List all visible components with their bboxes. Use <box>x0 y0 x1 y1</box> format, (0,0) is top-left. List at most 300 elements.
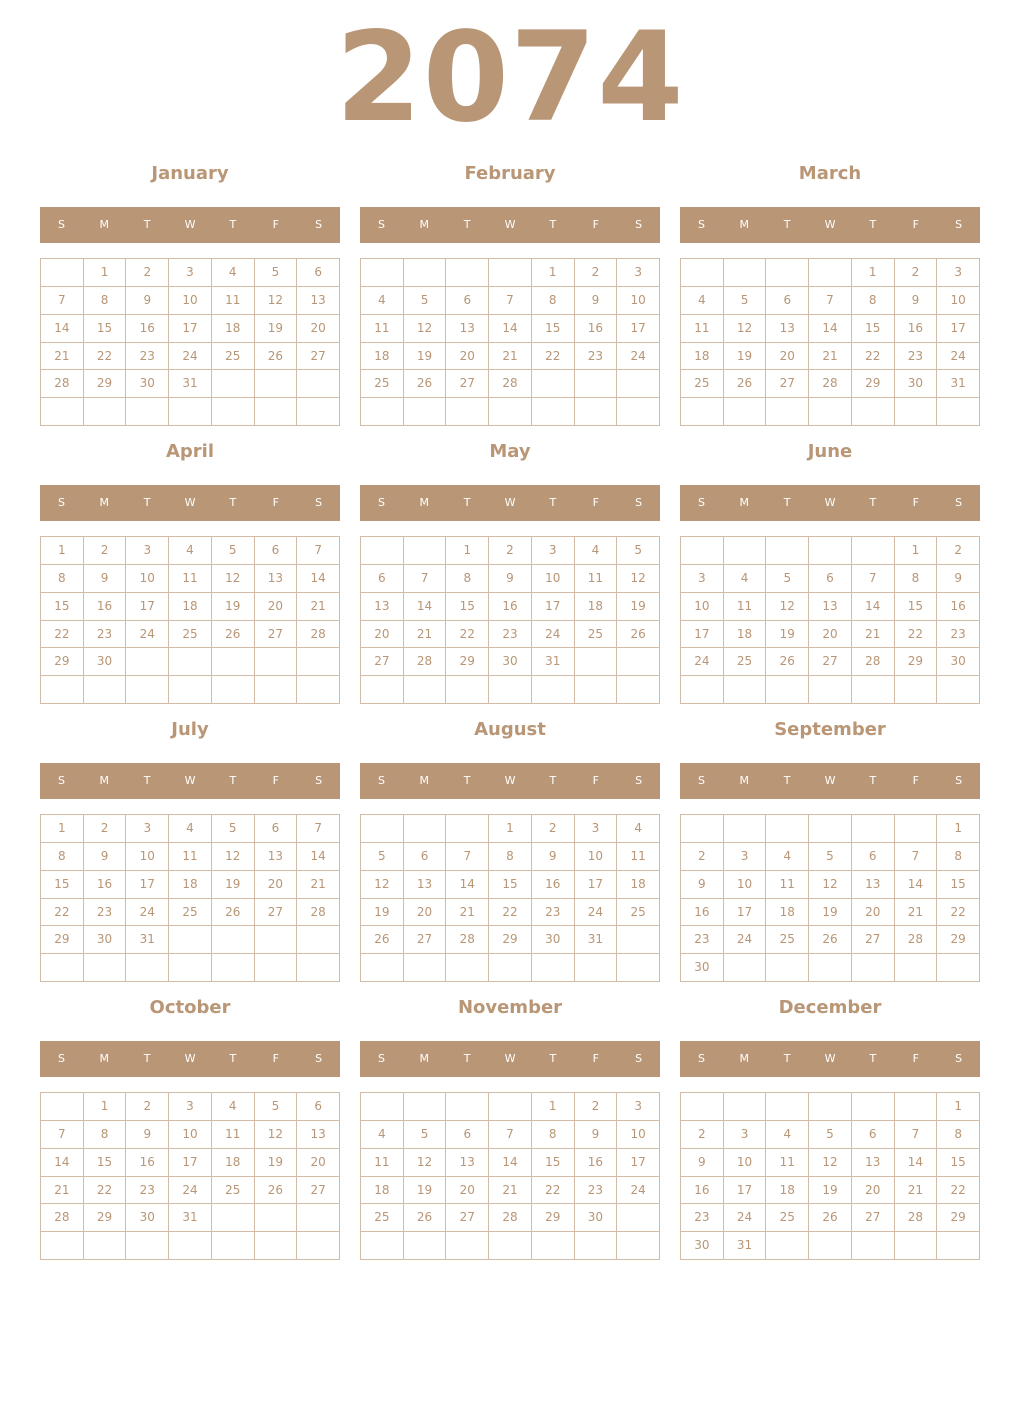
weekday-label: F <box>272 496 279 509</box>
day-cell: 19 <box>361 899 404 927</box>
empty-day-cell <box>809 537 852 565</box>
day-cell: 17 <box>169 315 212 343</box>
empty-day-cell <box>297 926 340 954</box>
day-cell: 17 <box>724 1177 767 1205</box>
empty-day-cell <box>895 815 938 843</box>
empty-day-cell <box>361 676 404 704</box>
weekday-label: T <box>229 774 237 787</box>
day-cell: 22 <box>852 343 895 371</box>
day-cell: 31 <box>724 1232 767 1260</box>
empty-day-cell <box>895 398 938 426</box>
day-cell: 28 <box>404 648 447 676</box>
day-cell: 15 <box>84 315 127 343</box>
day-cell: 11 <box>766 1149 809 1177</box>
day-cell: 7 <box>895 1121 938 1149</box>
empty-day-cell <box>404 676 447 704</box>
empty-day-cell <box>255 926 298 954</box>
day-cell: 25 <box>724 648 767 676</box>
empty-day-cell <box>297 398 340 426</box>
day-cell: 10 <box>575 843 618 871</box>
weekday-label: T <box>783 774 791 787</box>
day-cell: 26 <box>212 899 255 927</box>
day-cell: 4 <box>617 815 660 843</box>
empty-day-cell <box>617 676 660 704</box>
day-cell: 8 <box>895 565 938 593</box>
weekday-label: T <box>783 496 791 509</box>
day-cell: 28 <box>895 926 938 954</box>
day-cell: 25 <box>212 1177 255 1205</box>
day-cell: 14 <box>297 843 340 871</box>
empty-day-cell <box>84 676 127 704</box>
day-cell: 4 <box>724 565 767 593</box>
weekday-label: W <box>184 774 196 787</box>
day-cell: 19 <box>212 871 255 899</box>
day-cell: 2 <box>681 1121 724 1149</box>
day-cell: 15 <box>41 871 84 899</box>
day-cell: 6 <box>255 815 298 843</box>
empty-day-cell <box>489 954 532 982</box>
day-cell: 8 <box>937 843 980 871</box>
day-cell: 4 <box>361 287 404 315</box>
day-cell: 12 <box>809 1149 852 1177</box>
day-cell: 29 <box>532 1204 575 1232</box>
day-cell: 30 <box>532 926 575 954</box>
day-cell: 30 <box>84 926 127 954</box>
day-cell: 12 <box>766 593 809 621</box>
day-cell: 23 <box>84 621 127 649</box>
day-cell: 19 <box>617 593 660 621</box>
month-name: September <box>774 719 886 740</box>
weekday-header <box>680 207 980 243</box>
day-cell: 16 <box>937 593 980 621</box>
day-cell: 30 <box>895 370 938 398</box>
weekday-label: M <box>739 496 750 509</box>
weekday-header <box>360 485 660 521</box>
day-cell: 16 <box>489 593 532 621</box>
empty-day-cell <box>489 676 532 704</box>
empty-day-cell <box>446 1232 489 1260</box>
day-cell: 16 <box>84 593 127 621</box>
day-cell: 31 <box>937 370 980 398</box>
empty-day-cell <box>446 1093 489 1121</box>
day-cell: 16 <box>575 1149 618 1177</box>
empty-day-cell <box>937 398 980 426</box>
day-cell: 27 <box>809 648 852 676</box>
weekday-label: W <box>504 218 516 231</box>
day-cell: 25 <box>361 370 404 398</box>
empty-day-cell <box>681 1093 724 1121</box>
day-cell: 15 <box>84 1149 127 1177</box>
day-cell: 17 <box>126 871 169 899</box>
day-cell: 30 <box>126 1204 169 1232</box>
empty-day-cell <box>404 1232 447 1260</box>
day-cell: 9 <box>84 843 127 871</box>
weekday-label: T <box>549 1052 557 1065</box>
day-cell: 23 <box>126 1177 169 1205</box>
day-grid <box>680 1092 980 1260</box>
weekday-label: F <box>272 1052 279 1065</box>
day-cell: 13 <box>255 565 298 593</box>
day-cell: 9 <box>575 287 618 315</box>
day-cell: 22 <box>895 621 938 649</box>
empty-day-cell <box>724 676 767 704</box>
day-cell: 20 <box>446 1177 489 1205</box>
day-cell: 18 <box>724 621 767 649</box>
empty-day-cell <box>361 398 404 426</box>
empty-day-cell <box>41 1093 84 1121</box>
empty-day-cell <box>895 676 938 704</box>
day-cell: 2 <box>895 259 938 287</box>
weekday-label: F <box>592 218 599 231</box>
empty-day-cell <box>575 1232 618 1260</box>
month-name: February <box>464 163 556 184</box>
day-cell: 14 <box>895 871 938 899</box>
day-cell: 20 <box>297 315 340 343</box>
weekday-label: M <box>419 774 430 787</box>
weekday-header <box>680 763 980 799</box>
day-cell: 26 <box>809 926 852 954</box>
empty-day-cell <box>126 1232 169 1260</box>
day-cell: 14 <box>297 565 340 593</box>
day-cell: 9 <box>126 1121 169 1149</box>
month-name: October <box>149 997 231 1018</box>
day-cell: 18 <box>212 1149 255 1177</box>
day-cell: 3 <box>532 537 575 565</box>
day-grid <box>680 814 980 982</box>
weekday-label: S <box>955 774 963 787</box>
day-cell: 29 <box>895 648 938 676</box>
weekday-label: S <box>635 496 643 509</box>
day-cell: 11 <box>361 1149 404 1177</box>
weekday-label: T <box>463 774 471 787</box>
day-cell: 21 <box>41 343 84 371</box>
day-cell: 20 <box>255 871 298 899</box>
empty-day-cell <box>489 1232 532 1260</box>
empty-day-cell <box>41 259 84 287</box>
empty-day-cell <box>532 370 575 398</box>
empty-day-cell <box>617 1232 660 1260</box>
day-cell: 14 <box>446 871 489 899</box>
day-grid <box>680 258 980 426</box>
day-cell: 28 <box>809 370 852 398</box>
weekday-label: S <box>635 774 643 787</box>
day-cell: 24 <box>724 1204 767 1232</box>
day-cell: 18 <box>212 315 255 343</box>
day-cell: 30 <box>84 648 127 676</box>
empty-day-cell <box>255 1232 298 1260</box>
day-cell: 24 <box>169 343 212 371</box>
day-cell: 23 <box>575 343 618 371</box>
day-grid <box>360 536 660 704</box>
weekday-label: W <box>184 218 196 231</box>
day-cell: 22 <box>489 899 532 927</box>
empty-day-cell <box>297 1232 340 1260</box>
empty-day-cell <box>852 537 895 565</box>
weekday-label: T <box>869 218 877 231</box>
day-cell: 6 <box>809 565 852 593</box>
day-cell: 7 <box>297 815 340 843</box>
day-cell: 5 <box>212 537 255 565</box>
day-cell: 28 <box>489 1204 532 1232</box>
day-cell: 3 <box>724 843 767 871</box>
day-cell: 13 <box>852 871 895 899</box>
day-cell: 27 <box>404 926 447 954</box>
day-cell: 23 <box>575 1177 618 1205</box>
day-cell: 28 <box>895 1204 938 1232</box>
empty-day-cell <box>809 259 852 287</box>
day-cell: 17 <box>575 871 618 899</box>
empty-day-cell <box>809 815 852 843</box>
day-cell: 2 <box>489 537 532 565</box>
day-cell: 30 <box>681 954 724 982</box>
weekday-label: T <box>549 774 557 787</box>
month-name: July <box>171 719 209 740</box>
day-cell: 26 <box>404 370 447 398</box>
empty-day-cell <box>41 676 84 704</box>
weekday-label: S <box>315 218 323 231</box>
day-cell: 5 <box>404 287 447 315</box>
weekday-label: T <box>143 774 151 787</box>
empty-day-cell <box>126 676 169 704</box>
empty-day-cell <box>84 1232 127 1260</box>
day-cell: 30 <box>575 1204 618 1232</box>
day-cell: 25 <box>766 926 809 954</box>
empty-day-cell <box>297 676 340 704</box>
day-cell: 3 <box>169 1093 212 1121</box>
day-grid <box>360 258 660 426</box>
empty-day-cell <box>84 954 127 982</box>
day-cell: 4 <box>212 1093 255 1121</box>
weekday-label: M <box>99 1052 110 1065</box>
empty-day-cell <box>489 398 532 426</box>
day-cell: 13 <box>446 315 489 343</box>
day-cell: 3 <box>617 1093 660 1121</box>
day-cell: 30 <box>681 1232 724 1260</box>
day-cell: 5 <box>361 843 404 871</box>
day-cell: 10 <box>169 1121 212 1149</box>
day-cell: 21 <box>895 1177 938 1205</box>
empty-day-cell <box>937 1232 980 1260</box>
empty-day-cell <box>809 1093 852 1121</box>
weekday-label: M <box>739 774 750 787</box>
weekday-label: S <box>697 1052 705 1065</box>
day-cell: 24 <box>126 621 169 649</box>
day-cell: 8 <box>532 1121 575 1149</box>
day-cell: 28 <box>489 370 532 398</box>
weekday-label: S <box>955 1052 963 1065</box>
day-cell: 6 <box>361 565 404 593</box>
day-cell: 28 <box>41 1204 84 1232</box>
weekday-label: T <box>463 218 471 231</box>
day-cell: 23 <box>84 899 127 927</box>
day-cell: 8 <box>446 565 489 593</box>
empty-day-cell <box>724 537 767 565</box>
month-name: August <box>474 719 546 740</box>
day-cell: 25 <box>169 621 212 649</box>
weekday-label: T <box>869 774 877 787</box>
day-cell: 12 <box>724 315 767 343</box>
month-name: March <box>798 163 862 184</box>
day-cell: 13 <box>766 315 809 343</box>
day-cell: 27 <box>852 1204 895 1232</box>
day-cell: 19 <box>809 1177 852 1205</box>
day-cell: 2 <box>575 259 618 287</box>
day-cell: 8 <box>852 287 895 315</box>
empty-day-cell <box>575 398 618 426</box>
weekday-label: S <box>955 218 963 231</box>
day-cell: 20 <box>361 621 404 649</box>
day-cell: 25 <box>169 899 212 927</box>
day-cell: 15 <box>489 871 532 899</box>
day-cell: 20 <box>446 343 489 371</box>
day-cell: 6 <box>446 287 489 315</box>
day-cell: 22 <box>41 899 84 927</box>
empty-day-cell <box>532 1232 575 1260</box>
day-cell: 14 <box>41 1149 84 1177</box>
day-cell: 13 <box>446 1149 489 1177</box>
day-cell: 26 <box>724 370 767 398</box>
day-cell: 29 <box>446 648 489 676</box>
day-cell: 21 <box>809 343 852 371</box>
empty-day-cell <box>297 1204 340 1232</box>
day-cell: 3 <box>937 259 980 287</box>
day-cell: 14 <box>895 1149 938 1177</box>
weekday-label: T <box>549 496 557 509</box>
day-cell: 24 <box>617 1177 660 1205</box>
day-cell: 29 <box>41 648 84 676</box>
day-cell: 10 <box>724 1149 767 1177</box>
weekday-label: S <box>315 774 323 787</box>
day-cell: 6 <box>255 537 298 565</box>
day-cell: 24 <box>681 648 724 676</box>
day-cell: 12 <box>255 287 298 315</box>
weekday-label: M <box>419 1052 430 1065</box>
empty-day-cell <box>617 648 660 676</box>
day-cell: 7 <box>489 287 532 315</box>
empty-day-cell <box>809 954 852 982</box>
day-cell: 21 <box>297 593 340 621</box>
empty-day-cell <box>852 676 895 704</box>
day-cell: 22 <box>937 1177 980 1205</box>
day-cell: 3 <box>724 1121 767 1149</box>
day-cell: 12 <box>809 871 852 899</box>
empty-day-cell <box>446 259 489 287</box>
day-cell: 27 <box>297 1177 340 1205</box>
empty-day-cell <box>575 370 618 398</box>
day-cell: 14 <box>852 593 895 621</box>
weekday-label: F <box>912 218 919 231</box>
weekday-label: S <box>315 1052 323 1065</box>
day-cell: 11 <box>681 315 724 343</box>
day-cell: 1 <box>41 815 84 843</box>
empty-day-cell <box>446 676 489 704</box>
day-cell: 23 <box>937 621 980 649</box>
empty-day-cell <box>41 954 84 982</box>
day-cell: 21 <box>489 343 532 371</box>
empty-day-cell <box>532 676 575 704</box>
day-cell: 6 <box>297 259 340 287</box>
day-cell: 1 <box>84 1093 127 1121</box>
weekday-label: M <box>99 218 110 231</box>
day-cell: 5 <box>255 259 298 287</box>
weekday-header <box>40 485 340 521</box>
weekday-label: S <box>57 1052 65 1065</box>
day-cell: 5 <box>766 565 809 593</box>
day-cell: 6 <box>446 1121 489 1149</box>
day-cell: 21 <box>446 899 489 927</box>
empty-day-cell <box>766 1093 809 1121</box>
day-cell: 4 <box>212 259 255 287</box>
empty-day-cell <box>361 815 404 843</box>
weekday-label: S <box>377 496 385 509</box>
day-cell: 30 <box>126 370 169 398</box>
empty-day-cell <box>937 676 980 704</box>
day-cell: 16 <box>126 315 169 343</box>
day-cell: 7 <box>41 1121 84 1149</box>
empty-day-cell <box>255 370 298 398</box>
day-cell: 16 <box>84 871 127 899</box>
day-cell: 18 <box>575 593 618 621</box>
weekday-label: S <box>635 1052 643 1065</box>
empty-day-cell <box>361 259 404 287</box>
weekday-label: M <box>739 218 750 231</box>
weekday-label: F <box>592 496 599 509</box>
day-cell: 31 <box>169 370 212 398</box>
empty-day-cell <box>617 926 660 954</box>
day-cell: 8 <box>489 843 532 871</box>
day-cell: 2 <box>84 815 127 843</box>
empty-day-cell <box>852 815 895 843</box>
day-cell: 22 <box>937 899 980 927</box>
day-cell: 20 <box>255 593 298 621</box>
day-grid <box>40 1092 340 1260</box>
day-cell: 16 <box>532 871 575 899</box>
day-cell: 25 <box>766 1204 809 1232</box>
day-cell: 22 <box>41 621 84 649</box>
day-cell: 21 <box>41 1177 84 1205</box>
day-cell: 23 <box>681 926 724 954</box>
day-grid <box>40 536 340 704</box>
day-cell: 28 <box>297 621 340 649</box>
day-cell: 4 <box>766 843 809 871</box>
weekday-label: S <box>315 496 323 509</box>
day-cell: 7 <box>297 537 340 565</box>
empty-day-cell <box>404 954 447 982</box>
day-cell: 1 <box>489 815 532 843</box>
day-cell: 18 <box>766 1177 809 1205</box>
day-cell: 2 <box>84 537 127 565</box>
day-cell: 24 <box>937 343 980 371</box>
empty-day-cell <box>169 1232 212 1260</box>
empty-day-cell <box>255 648 298 676</box>
day-cell: 29 <box>84 1204 127 1232</box>
day-cell: 28 <box>297 899 340 927</box>
day-cell: 28 <box>852 648 895 676</box>
day-cell: 15 <box>532 1149 575 1177</box>
day-cell: 3 <box>169 259 212 287</box>
weekday-label: S <box>377 1052 385 1065</box>
weekday-label: F <box>272 774 279 787</box>
empty-day-cell <box>489 1093 532 1121</box>
day-cell: 15 <box>895 593 938 621</box>
day-cell: 13 <box>361 593 404 621</box>
empty-day-cell <box>126 648 169 676</box>
day-cell: 20 <box>852 1177 895 1205</box>
weekday-header <box>360 763 660 799</box>
day-cell: 12 <box>212 565 255 593</box>
weekday-label: F <box>912 496 919 509</box>
weekday-label: S <box>377 774 385 787</box>
